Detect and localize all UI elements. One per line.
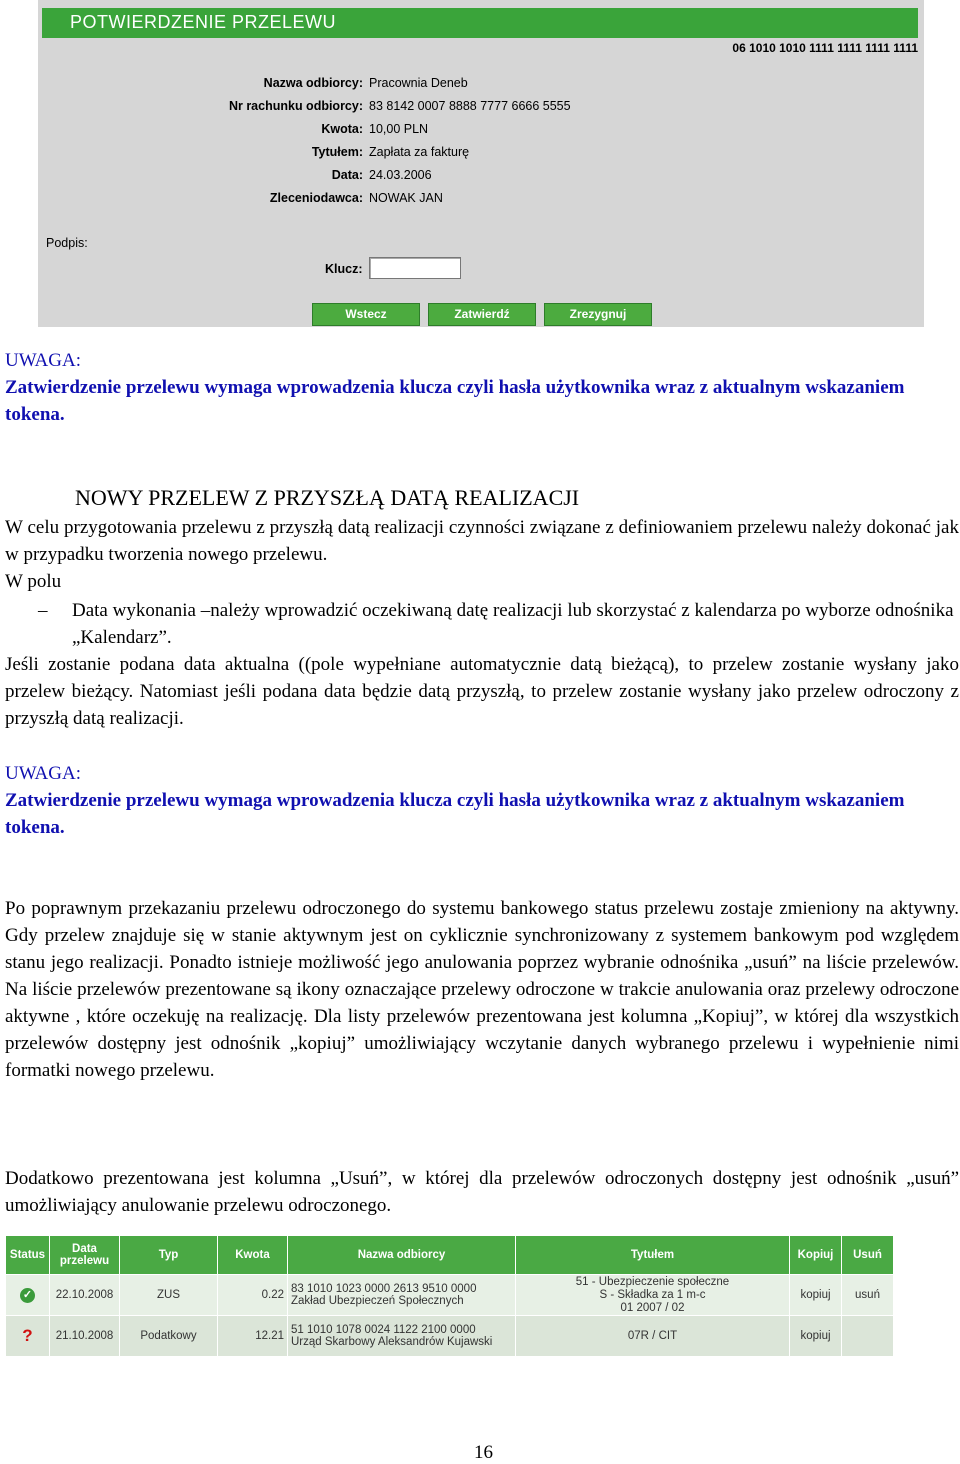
copy-link[interactable]: kopiuj [790,1275,842,1316]
field-label: Data: [331,168,363,182]
field-label: Nazwa odbiorcy: [263,76,363,90]
recipient-cell [288,1316,516,1357]
field-row-orderer [38,189,924,209]
field-label: Zleceniodawca: [269,191,363,205]
panel-title: POTWIERDZENIE PRZELEWU [70,12,337,32]
warning-text: Zatwierdzenie przelewu wymaga wprowadzenia klucza czyli hasła użytkownika wraz z aktualnym wskazaniem tokena. [5,790,905,838]
table-header-row [6,1236,894,1275]
date-cell: 21.10.2008 [50,1316,120,1357]
type-cell: ZUS [120,1275,218,1316]
column-header-delete: Usuń [842,1236,894,1275]
table-row[interactable] [6,1275,894,1316]
column-header-copy: Kopiuj [790,1236,842,1275]
column-header-type[interactable]: Typ [120,1236,218,1275]
title-line: 01 2007 / 02 [620,1301,685,1314]
amount-cell: 12.21 [218,1316,288,1357]
dash-bullet: – [38,600,48,621]
field-value: 10,00 PLN [369,122,429,136]
field-row-account [38,97,924,117]
recipient-account: 83 1010 1023 0000 2613 9510 0000 [291,1283,477,1295]
field-row-title [38,143,924,163]
field-label: Tytułem: [311,145,363,159]
delete-column-paragraph: Dodatkowo prezentowana jest kolumna „Usuń”, w której dla przelewów odroczonych dostępny jest odnośnik „usuń” umożliwiający anulowanie przelewu odroczonego. [5,1168,959,1216]
confirm-button[interactable]: Zatwierdź [428,303,536,326]
page-number: 16 [474,1442,493,1463]
intro-paragraph: W celu przygotowania przelewu z przyszłą datą realizacji czynności związane z definiowaniem przelewu należy dokonać jak w przypadku tworzenia nowego przelewu. [5,517,959,565]
transfers-list-screenshot [5,1235,893,1359]
account-number: 06 1010 1010 1111 1111 1111 1111 [732,41,918,55]
date-field-text: Data wykonania –należy wprowadzić oczekiwaną datę realizacji lub skorzystać z kalendarza po wyborze odnośnika „Kalendarz”. [72,600,954,648]
w-polu-text: W polu [5,571,62,592]
check-icon: ✓ [20,1288,35,1303]
field-label: Nr rachunku odbiorcy: [228,99,363,113]
column-header-status[interactable]: Status [6,1236,50,1275]
title-line: 07R / CIT [627,1330,678,1342]
key-label: Klucz: [325,262,363,276]
field-value: NOWAK JAN [369,191,443,205]
signature-label: Podpis: [46,236,88,250]
field-row-amount [38,120,924,140]
field-value: 83 8142 0007 8888 7777 6666 5555 [369,99,571,113]
field-row-date [38,166,924,186]
section-title: NOWY PRZELEW Z PRZYSZŁĄ DATĄ REALIZACJI [75,485,580,510]
warning-heading: UWAGA: [5,763,81,784]
status-paragraph: Po poprawnym przekazaniu przelewu odroczonego do systemu bankowego status przelewu zostaje zmieniony na aktywny. Gdy przelew znajduje się w stanie aktywnym jest on cyklicznie synchronizowany z systemem bankowym pod względem stanu jego realizacji. Ponadto istnieje możliwość jego anulowania poprzez wybranie odnośnika „usuń” na liście przelewów. Na liście przelewów prezentowane są ikony oznaczające przelewy odroczone w trakcie anulowania oraz przelewy odroczone aktywne , które oczekuję na realizację. Dla listy przelewów prezentowana jest kolumna „Kopiuj”, w której dla wszystkich przelewów dostępny jest odnośnik „kopiuj” umożliwiający wczytanie danych wybranego przelewu i wypełnienie nimi formatki nowego przelewu. [5,898,959,1081]
back-button[interactable]: Wstecz [312,303,420,326]
panel-header [42,8,918,38]
recipient-name: Urząd Skarbowy Aleksandrów Kujawski [291,1336,493,1348]
recipient-name: Zakład Ubezpieczeń Społecznych [291,1295,464,1307]
warning-block-2 [5,760,959,841]
title-line: 51 - Ubezpieczenie społeczne [575,1275,730,1288]
field-value: Zapłata za fakturę [369,145,470,159]
type-cell: Podatkowy [120,1316,218,1357]
status-cell [6,1316,50,1357]
column-header-title[interactable]: Tytułem [516,1236,790,1275]
delete-link[interactable] [842,1316,894,1357]
table-row[interactable] [6,1316,894,1357]
field-label: Kwota: [321,122,363,136]
recipient-cell [288,1275,516,1316]
column-header-date[interactable]: Data przelewu [50,1236,120,1275]
column-header-recipient[interactable]: Nazwa odbiorcy [288,1236,516,1275]
title-line: S - Składka za 1 m-c [599,1288,706,1301]
warning-heading: UWAGA: [5,350,81,371]
question-icon: ? [22,1326,33,1345]
field-row-recipient [38,74,924,94]
status-cell [6,1275,50,1316]
warning-text: Zatwierdzenie przelewu wymaga wprowadzenia klucza czyli hasła użytkownika wraz z aktualnym wskazaniem tokena. [5,377,905,425]
amount-cell: 0.22 [218,1275,288,1316]
key-input[interactable] [369,257,461,279]
cancel-button[interactable]: Zrezygnuj [544,303,652,326]
transfers-table [5,1235,894,1357]
title-cell [516,1316,790,1357]
title-cell [516,1275,790,1316]
recipient-account: 51 1010 1078 0024 1122 2100 0000 [291,1324,476,1336]
column-header-amount[interactable]: Kwota [218,1236,288,1275]
delete-link[interactable]: usuń [842,1275,894,1316]
copy-link[interactable]: kopiuj [790,1316,842,1357]
field-value: Pracownia Deneb [369,76,468,90]
transfer-confirmation-panel [38,0,924,327]
field-value: 24.03.2006 [369,168,432,182]
date-behavior-paragraph: Jeśli zostanie podana data aktualna ((pole wypełniane automatycznie datą bieżącą), to przelew zostanie wysłany jako przelew bieżący. Natomiast jeśli podana data będzie datą przyszłą, to przelew zostanie wysłany jako przelew odroczony z przyszłą datą realizacji. [5,654,959,729]
warning-block-1 [5,347,959,428]
date-cell: 22.10.2008 [50,1275,120,1316]
